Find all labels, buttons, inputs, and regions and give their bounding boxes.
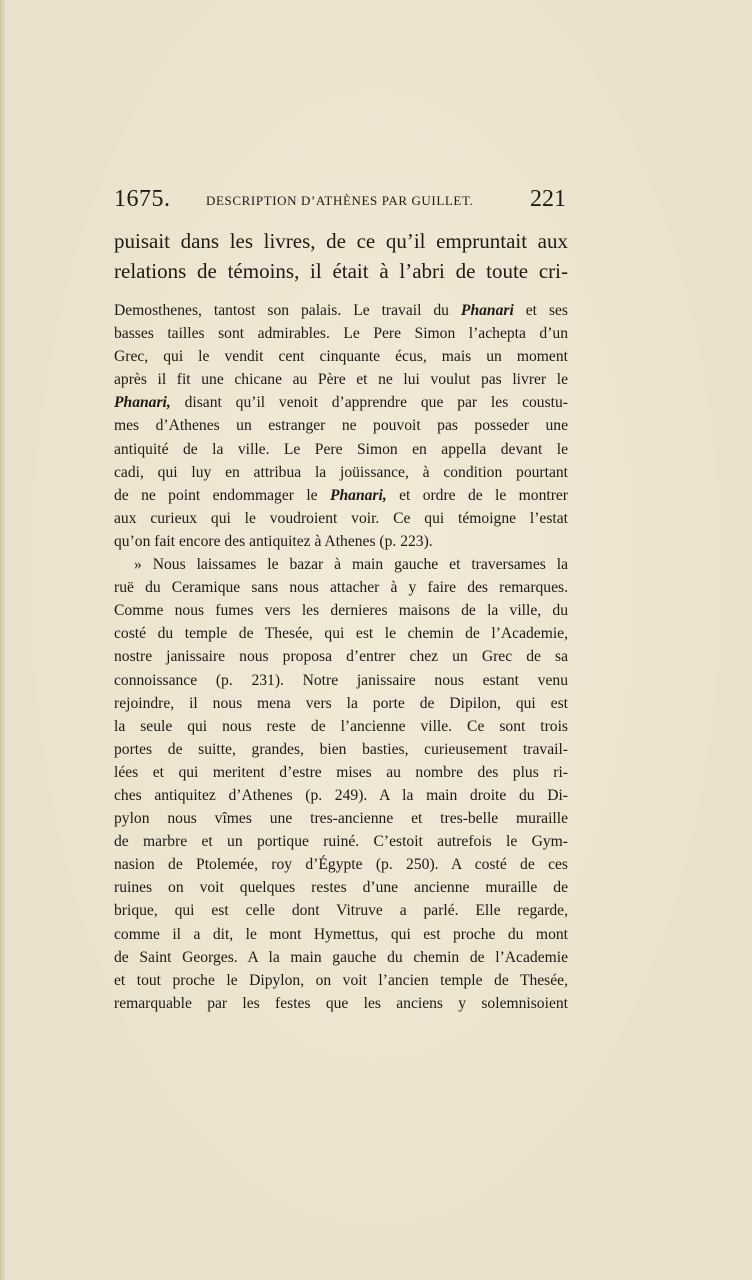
quote-line-text: nostre janissaire nous proposa d’entrer chez un Grec de sa [114, 648, 568, 666]
quote-line-text: aux curieux qui le voudroient voir. Ce qui témoigne l’estat [114, 509, 568, 527]
quote-line [114, 391, 568, 414]
quote-line-text: connoissance (p. 231). Notre janissaire nous estant venu [114, 671, 568, 689]
quote-line [114, 576, 568, 599]
quote-line-text: lées et qui meritent d’estre mises au nombre des plus ri- [114, 763, 568, 781]
quote-line [114, 322, 568, 345]
quote-line-text: cadi, qui luy en attribua la joüissance, à condition pourtant [114, 463, 568, 481]
quote-line [114, 414, 568, 437]
quote-line [114, 761, 568, 784]
quote-line-text: portes de suitte, grandes, bien basties, curieusement travail- [114, 740, 568, 758]
italic-term: Phanari, [114, 394, 171, 412]
quote-line [114, 876, 568, 899]
lead-line: puisait dans les livres, de ce qu’il empruntait aux [114, 229, 568, 253]
italic-term: Phanari [460, 302, 514, 319]
quote-line-text: ruë du Ceramique sans nous attacher à y faire des remarques. [114, 579, 568, 597]
quote-line [114, 992, 568, 1015]
quote-line-text: de marbre et un portique ruiné. C’estoit autrefois le Gym- [114, 833, 568, 851]
quote-line-text: basses tailles sont admirables. Le Pere Simon l’achepta d’un [114, 325, 568, 343]
quote-line [114, 784, 568, 807]
quote-line [114, 345, 568, 368]
quote-line [114, 669, 568, 692]
quote-line [114, 830, 568, 853]
running-head [114, 186, 566, 220]
lead-paragraph [114, 226, 568, 286]
quote-line [114, 969, 568, 992]
quote-line-text: costé du temple de Thesée, qui est le chemin de l’Academie, [114, 625, 568, 643]
running-head-title: DESCRIPTION D’ATHÈNES PAR GUILLET. [206, 193, 474, 208]
quote-line [114, 553, 568, 576]
quote-line [114, 853, 568, 876]
page-edge-shadow [0, 0, 6, 1280]
quote-line [114, 622, 568, 645]
quote-line [114, 599, 568, 622]
quote-line [114, 807, 568, 830]
italic-term: Phanari, [329, 486, 387, 504]
quote-line-text: antiquité de la ville. Le Pere Simon en appella devant le [114, 440, 568, 458]
quoted-passage [114, 299, 568, 1015]
quote-line [114, 507, 568, 530]
quote-line [114, 645, 568, 668]
quote-line [114, 484, 568, 507]
quote-line-text: mes d’Athenes un estranger ne pouvoit pas posseder une [114, 417, 568, 435]
quote-line [114, 461, 568, 484]
quote-line-text: ches antiquitez d’Athenes (p. 249). A la main droite du Di- [114, 786, 568, 804]
quote-line [114, 946, 568, 969]
quote-line [114, 438, 568, 461]
quote-line-text: disant qu’il venoit d’apprendre que par les coustu- [170, 394, 568, 412]
quote-line [114, 368, 568, 391]
page-number: 221 [530, 186, 566, 212]
quote-line-text: et ordre de le montrer [386, 486, 569, 504]
quote-line [114, 899, 568, 922]
quote-line [114, 923, 568, 946]
quote-line-text: Demosthenes, tantost son palais. Le travail du [114, 302, 461, 319]
quote-line-text: Comme nous fumes vers les dernieres maisons de la ville, du [114, 602, 568, 620]
quote-line [114, 738, 568, 761]
quote-line-text: rejoindre, il nous mena vers la porte de Dipilon, qui est [114, 694, 568, 712]
quote-line-text: ruines on voit quelques restes d’une ancienne muraille de [114, 879, 568, 897]
quote-line [114, 715, 568, 738]
quote-line-text: brique, qui est celle dont Vitruve a parlé. Elle regarde, [114, 902, 568, 920]
quote-line-text: et ses [513, 302, 568, 319]
lead-line: relations de témoins, il était à l’abri de toute cri- [114, 259, 568, 283]
quote-line-text: nasion de Ptolemée, roy d’Égypte (p. 250). A costé de ces [114, 856, 568, 874]
quote-line-text: comme il a dit, le mont Hymettus, qui est proche du mont [114, 925, 568, 943]
quote-line [114, 530, 568, 553]
quote-line-text: de ne point endommager le [114, 486, 330, 504]
quote-line-text: Grec, qui le vendit cent cinquante écus, mais un moment [114, 348, 568, 366]
quote-line-text: remarquable par les festes que les anciens y solemnisoient [114, 994, 568, 1012]
quote-line-text: qu’on fait encore des antiquitez à Athenes (p. 223). [114, 532, 433, 550]
quote-line-text: de Saint Georges. A la main gauche du chemin de l’Academie [114, 948, 568, 966]
quote-line-text: et tout proche le Dipylon, on voit l’ancien temple de Thesée, [114, 971, 568, 989]
quote-line-text: » Nous laissames le bazar à main gauche et traversames la [134, 556, 568, 574]
quote-line-text: après il fit une chicane au Père et ne lui voulut pas livrer le [114, 371, 568, 389]
running-head-year: 1675. [114, 186, 171, 212]
quote-line [114, 299, 568, 322]
quote-line [114, 692, 568, 715]
quote-line-text: la seule qui nous reste de l’ancienne ville. Ce sont trois [114, 717, 568, 735]
quote-line-text: pylon nous vîmes une tres-ancienne et tres-belle muraille [114, 810, 568, 828]
